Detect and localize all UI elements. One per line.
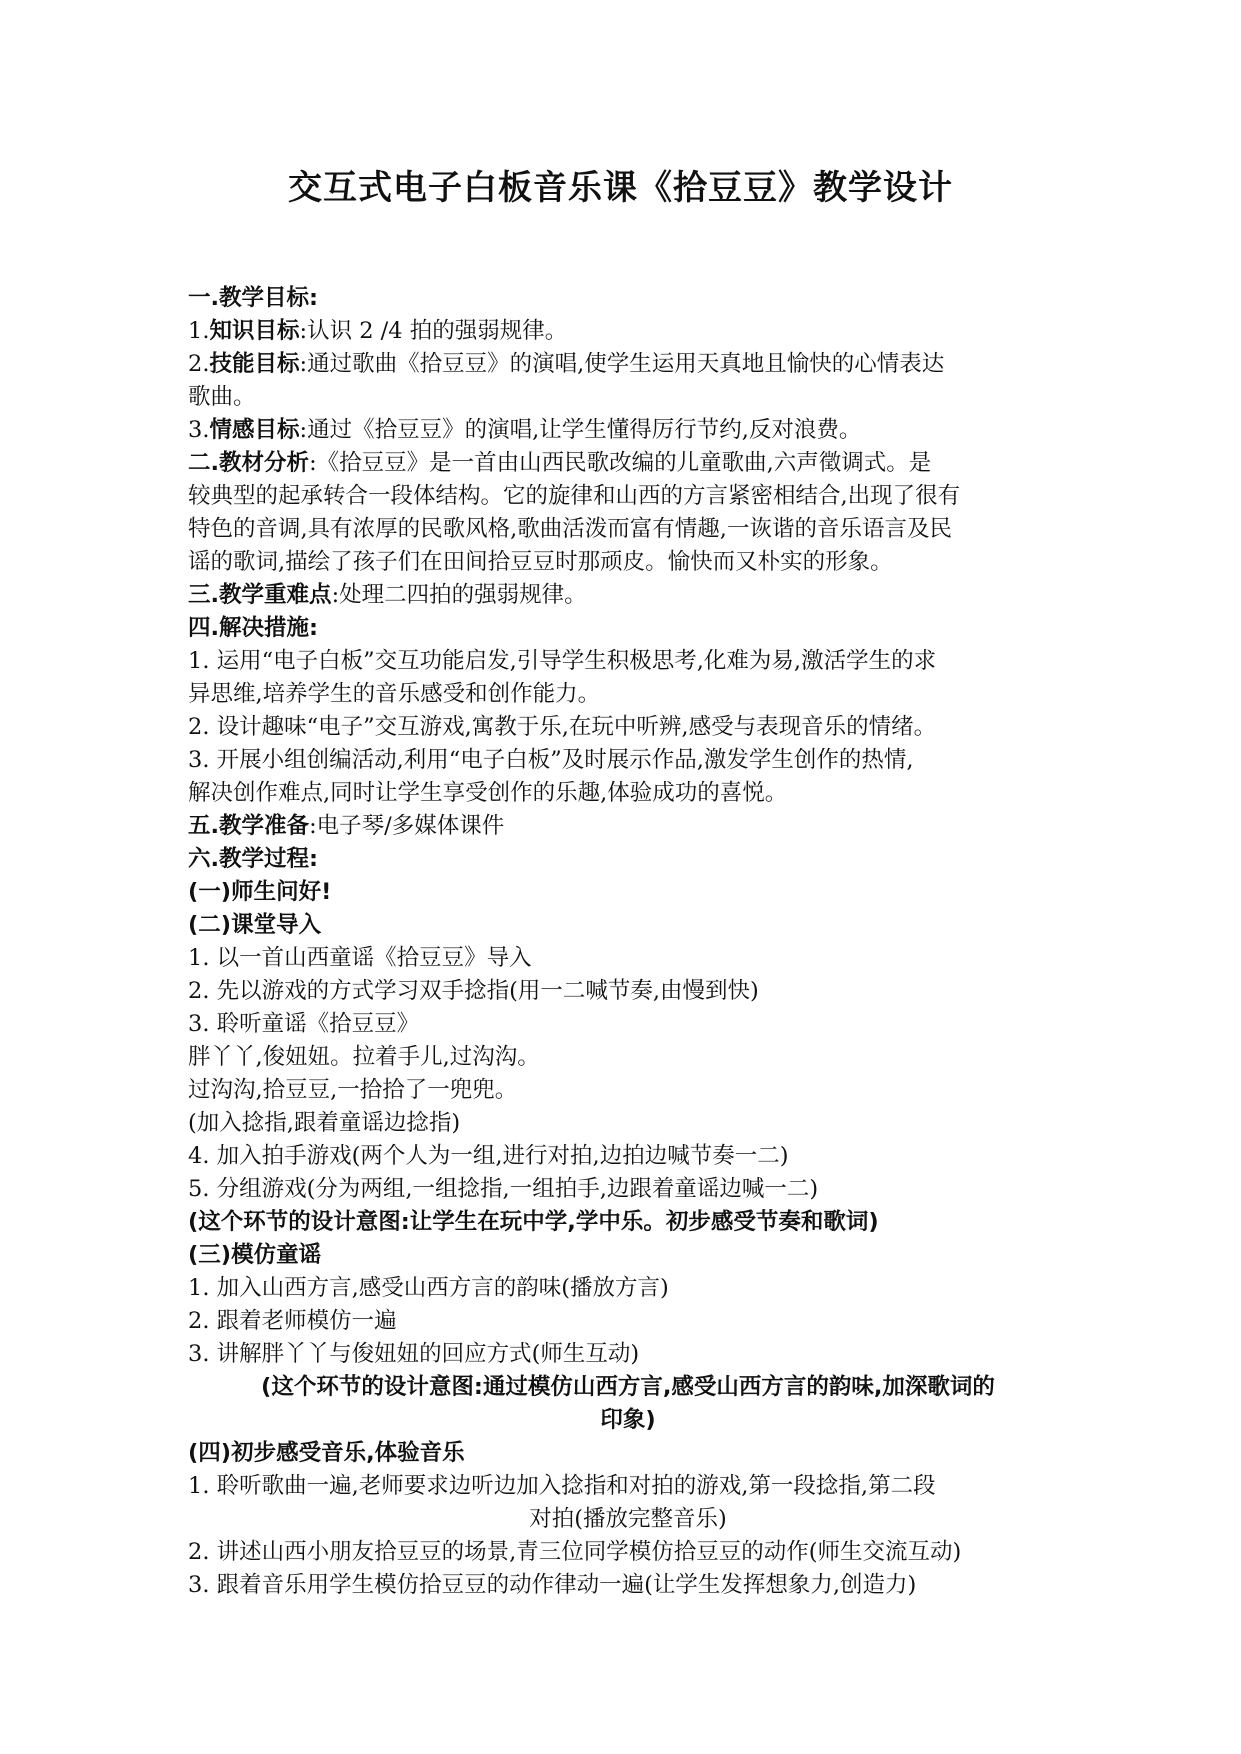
solution-line: 1. 运用“电子白板”交互功能启发,引导学生积极思考,化难为易,激活学生的求	[188, 648, 937, 674]
process-line: (加入捻指,跟着童谣边捻指)	[188, 1110, 461, 1136]
section-heading-teaching-goals: 一.教学目标:	[188, 285, 319, 311]
goal-number: 2.	[188, 351, 210, 377]
goal-skill-continued: 歌曲。	[188, 384, 256, 410]
process-line: 3. 讲解胖丫丫与俊妞妞的回应方式(师生互动)	[188, 1341, 640, 1367]
material-analysis-line: 谣的歌词,描绘了孩子们在田间拾豆豆时那顽皮。愉快而又朴实的形象。	[188, 549, 893, 575]
paragraph-text: :处理二四拍的强弱规律。	[331, 582, 587, 608]
process-line: 1. 加入山西方言,感受山西方言的韵味(播放方言)	[188, 1275, 669, 1301]
subsection-heading-greeting: (一)师生问好!	[188, 879, 332, 905]
process-line: 2. 跟着老师模仿一遍	[188, 1308, 397, 1334]
material-analysis-line	[188, 447, 1068, 480]
process-line-continued: 对拍(播放完整音乐)	[529, 1506, 727, 1532]
section-heading-solutions: 四.解决措施:	[188, 615, 319, 641]
goal-label: 知识目标	[209, 318, 300, 344]
process-line: 4. 加入拍手游戏(两个人为一组,进行对拍,边拍边喊节奏一二)	[188, 1143, 789, 1169]
solution-line: 解决创作难点,同时让学生享受创作的乐趣,体验成功的喜悦。	[188, 780, 788, 806]
process-line: 2. 讲述山西小朋友拾豆豆的场景,青三位同学模仿拾豆豆的动作(师生交流互动)	[188, 1539, 962, 1565]
goal-text: :认识 2 /4 拍的强弱规律。	[299, 318, 568, 344]
goal-knowledge	[188, 315, 1068, 348]
solution-line: 异思维,培养学生的音乐感受和创作能力。	[188, 681, 601, 707]
document-title: 交互式电子白板音乐课《拾豆豆》教学设计	[288, 168, 953, 208]
section-heading-key-difficulty: 三.教学重难点	[188, 582, 332, 608]
design-intent-note-continued: 印象)	[600, 1407, 656, 1433]
goal-label: 情感目标	[209, 417, 300, 443]
subsection-heading-experience-music: (四)初步感受音乐,体验音乐	[188, 1440, 465, 1466]
rhyme-line: 过沟沟,拾豆豆,一拾拾了一兜兜。	[188, 1077, 518, 1103]
section-heading-preparation: 五.教学准备	[188, 813, 310, 839]
solution-line: 2. 设计趣味“电子”交互游戏,寓教于乐,在玩中听辨,感受与表现音乐的情绪。	[188, 714, 937, 740]
goal-text: :通过歌曲《拾豆豆》的演唱,使学生运用天真地且愉快的心情表达	[299, 351, 945, 377]
goal-number: 1.	[188, 318, 210, 344]
section-heading-teaching-process: 六.教学过程:	[188, 846, 319, 872]
goal-skill	[188, 348, 1068, 381]
process-line: 1. 以一首山西童谣《拾豆豆》导入	[188, 945, 532, 971]
rhyme-line: 胖丫丫,俊妞妞。拉着手儿,过沟沟。	[188, 1044, 540, 1070]
section-heading-material-analysis: 二.教材分析	[188, 450, 310, 476]
paragraph-text: :电子琴/多媒体课件	[309, 813, 505, 839]
preparation-line	[188, 810, 1068, 843]
material-analysis-line: 较典型的起承转合一段体结构。它的旋律和山西的方言紧密相结合,出现了很有	[188, 483, 961, 509]
goal-text: :通过《拾豆豆》的演唱,让学生懂得厉行节约,反对浪费。	[299, 417, 862, 443]
design-intent-note: (这个环节的设计意图:通过模仿山西方言,感受山西方言的韵味,加深歌词的	[261, 1374, 995, 1400]
process-line: 2. 先以游戏的方式学习双手捻指(用一二喊节奏,由慢到快)	[188, 978, 759, 1004]
material-analysis-line: 特色的音调,具有浓厚的民歌风格,歌曲活泼而富有情趣,一诙谐的音乐语言及民	[188, 516, 952, 542]
subsection-heading-introduction: (二)课堂导入	[188, 912, 322, 938]
process-line: 1. 聆听歌曲一遍,老师要求边听边加入捻指和对拍的游戏,第一段捻指,第二段	[188, 1473, 936, 1499]
goal-number: 3.	[188, 417, 210, 443]
subsection-heading-imitation: (三)模仿童谣	[188, 1242, 322, 1268]
goal-label: 技能目标	[209, 351, 300, 377]
key-difficulty-line	[188, 579, 1068, 612]
paragraph-text: :《拾豆豆》是一首由山西民歌改编的儿童歌曲,六声徵调式。是	[309, 450, 932, 476]
goal-emotion	[188, 414, 1068, 447]
design-intent-note: (这个环节的设计意图:让学生在玩中学,学中乐。初步感受节奏和歌词)	[188, 1209, 879, 1235]
solution-line: 3. 开展小组创编活动,利用“电子白板”及时展示作品,激发学生创作的热情,	[188, 747, 914, 773]
process-line: 5. 分组游戏(分为两组,一组捻指,一组拍手,边跟着童谣边喊一二)	[188, 1176, 819, 1202]
process-line: 3. 聆听童谣《拾豆豆》	[188, 1011, 420, 1037]
process-line: 3. 跟着音乐用学生模仿拾豆豆的动作律动一遍(让学生发挥想象力,创造力)	[188, 1572, 917, 1598]
